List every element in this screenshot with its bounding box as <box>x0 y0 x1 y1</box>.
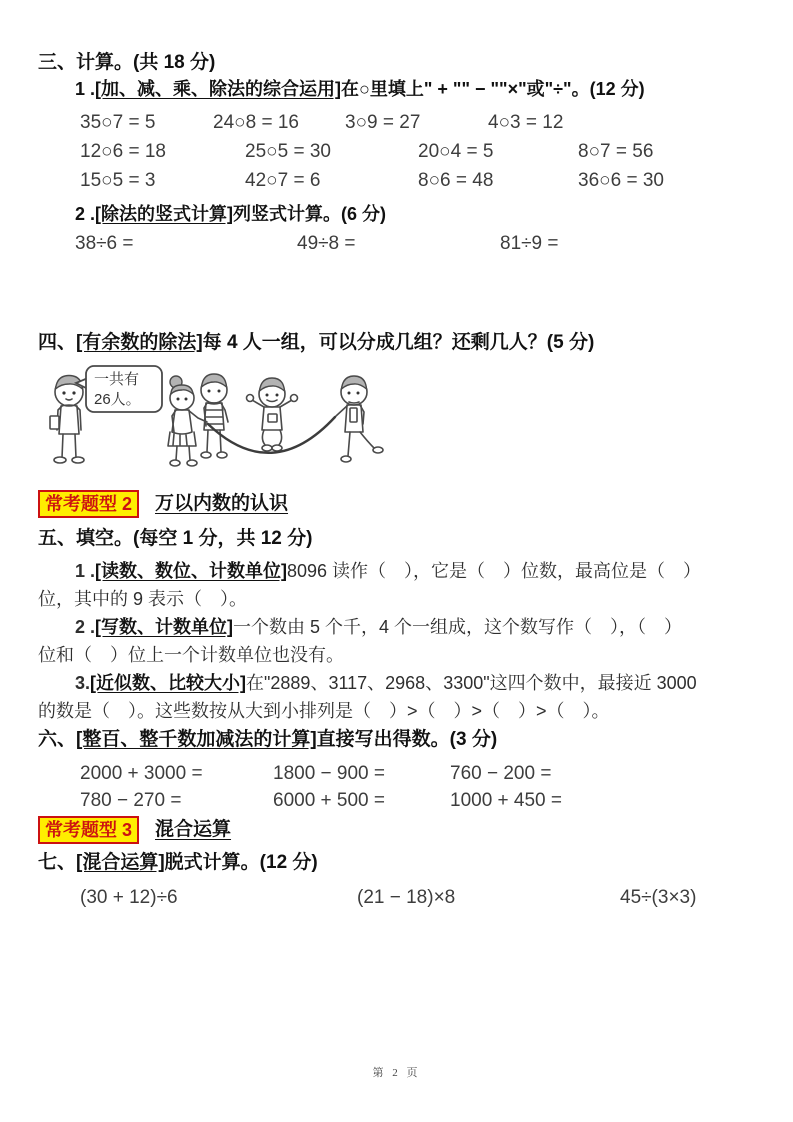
mental-math-row <box>38 787 753 814</box>
speech-bubble-line1: 一共有 <box>94 371 140 388</box>
fill-q3-line1 <box>38 669 753 697</box>
equation: 36○6 = 30 <box>578 170 664 191</box>
equation: 35○7 = 5 <box>80 112 156 133</box>
boy-speaker <box>50 376 84 464</box>
jump-rope-svg <box>24 360 404 478</box>
equation: 24○8 = 16 <box>213 112 299 133</box>
section-4-title <box>38 330 753 356</box>
division-problem: 38÷6 = <box>75 233 134 254</box>
section-7-number: 七、 <box>38 852 77 873</box>
boy-turner-left <box>201 374 228 458</box>
fill-q2-knowledge-tag: [写数、计数单位] <box>95 617 234 637</box>
topic-3-badge: 常考题型 3 <box>38 816 139 844</box>
section-6-number: 六、 <box>38 729 77 750</box>
fill-q3-number: 3. <box>75 673 91 693</box>
mental-math-problem: 6000 + 500 = <box>273 790 385 811</box>
mixed-operation-problem: 45÷(3×3) <box>620 887 697 908</box>
q1-number: 1 . <box>75 79 96 99</box>
section-6-knowledge-tag: [整百、整千数加减法的计算] <box>76 729 317 750</box>
working-space <box>38 258 753 330</box>
q1-instruction: 在○里填上" + "" − ""×"或"÷"。(12 分) <box>341 79 645 99</box>
speech-bubble-line2: 26人。 <box>94 391 141 408</box>
q2-header <box>38 201 753 227</box>
equation-row <box>38 166 753 195</box>
topic-2-title: 万以内数的认识 <box>155 493 289 514</box>
page-number: 第 2 页 <box>372 1067 421 1079</box>
q2-number: 2 . <box>75 204 96 224</box>
equation: 8○7 = 56 <box>578 141 654 162</box>
fill-q3-knowledge-tag: [近似数、比较大小] <box>90 673 247 693</box>
equation-row <box>38 137 753 166</box>
equation: 25○5 = 30 <box>245 141 331 162</box>
section-5-title: 五、填空。(每空 1 分，共 12 分) <box>38 528 313 549</box>
topic-3-row <box>38 816 753 844</box>
fill-q1-line1 <box>38 557 753 585</box>
equation: 12○6 = 18 <box>80 141 166 162</box>
equation: 15○5 = 3 <box>80 170 156 191</box>
section-4-question: 每 4 人一组，可以分成几组？还剩几人？(5 分) <box>202 332 595 353</box>
mixed-operation-problem: (30 + 12)÷6 <box>80 887 178 908</box>
mental-math-problem: 1000 + 450 = <box>450 790 562 811</box>
section-7-instruction: 脱式计算。(12 分) <box>164 852 318 873</box>
mental-math-row <box>38 760 753 787</box>
equation: 20○4 = 5 <box>418 141 494 162</box>
fill-q2-line2: 位和（ ）位上一个计数单位也没有。 <box>38 645 344 665</box>
division-problem: 81÷9 = <box>500 233 559 254</box>
topic-3-title: 混合运算 <box>155 819 232 840</box>
equation-row <box>38 108 753 137</box>
boy-turner-right <box>336 376 383 462</box>
fill-q1-line2: 位，其中的 9 表示（ ）。 <box>38 589 248 609</box>
q2-instruction: 列竖式计算。(6 分) <box>233 204 387 224</box>
section-4-knowledge-tag: [有余数的除法] <box>76 332 203 353</box>
section-6-instruction: 直接写出得数。(3 分) <box>316 729 498 750</box>
q1-knowledge-tag: [加、减、乘、除法的综合运用] <box>95 79 342 99</box>
section-6-title <box>38 727 753 753</box>
topic-2-badge: 常考题型 2 <box>38 490 139 518</box>
mental-math-problem: 780 − 270 = <box>80 790 182 811</box>
mental-math-problem: 2000 + 3000 = <box>80 763 203 784</box>
equation: 3○9 = 27 <box>345 112 421 133</box>
fill-q2-number: 2 . <box>75 617 96 637</box>
mental-math-problem: 760 − 200 = <box>450 763 552 784</box>
speech-bubble <box>76 366 162 412</box>
fill-q3-line2: 的数是（ ）。这些数按从大到小排列是（ ）>（ ）>（ ）>（ ）。 <box>38 701 610 721</box>
equation: 4○3 = 12 <box>488 112 564 133</box>
section-7-knowledge-tag: [混合运算] <box>76 852 165 873</box>
section-4-number: 四、 <box>38 332 77 353</box>
fill-q2-text: 一个数由 5 个千，4 个一组成，这个数写作（ ），（ ） <box>233 617 683 637</box>
mixed-operations-row <box>38 884 753 911</box>
mental-math-problem: 1800 − 900 = <box>273 763 385 784</box>
division-problem: 49÷8 = <box>297 233 356 254</box>
fill-q1-text: 8096 读作（ ），它是（ ）位数，最高位是（ ） <box>287 561 702 581</box>
q2-knowledge-tag: [除法的竖式计算] <box>95 204 234 224</box>
jump-rope-illustration <box>24 360 753 478</box>
boy-jumping <box>247 378 298 451</box>
division-problems-row <box>38 229 753 258</box>
q1-header <box>38 76 753 102</box>
section-3-title: 三、计算。(共 18 分) <box>38 52 216 73</box>
fill-q3-text: 在"2889、3117、2968、3300"这四个数中，最接近 3000 <box>246 673 697 693</box>
fill-q1-knowledge-tag: [读数、数位、计数单位] <box>95 561 288 581</box>
fill-q1-number: 1 . <box>75 561 96 581</box>
fill-q2-line1 <box>38 613 753 641</box>
mixed-operation-problem: (21 − 18)×8 <box>357 887 456 908</box>
equation: 42○7 = 6 <box>245 170 321 191</box>
topic-2-row <box>38 490 753 518</box>
section-7-title <box>38 850 753 876</box>
equation: 8○6 = 48 <box>418 170 494 191</box>
